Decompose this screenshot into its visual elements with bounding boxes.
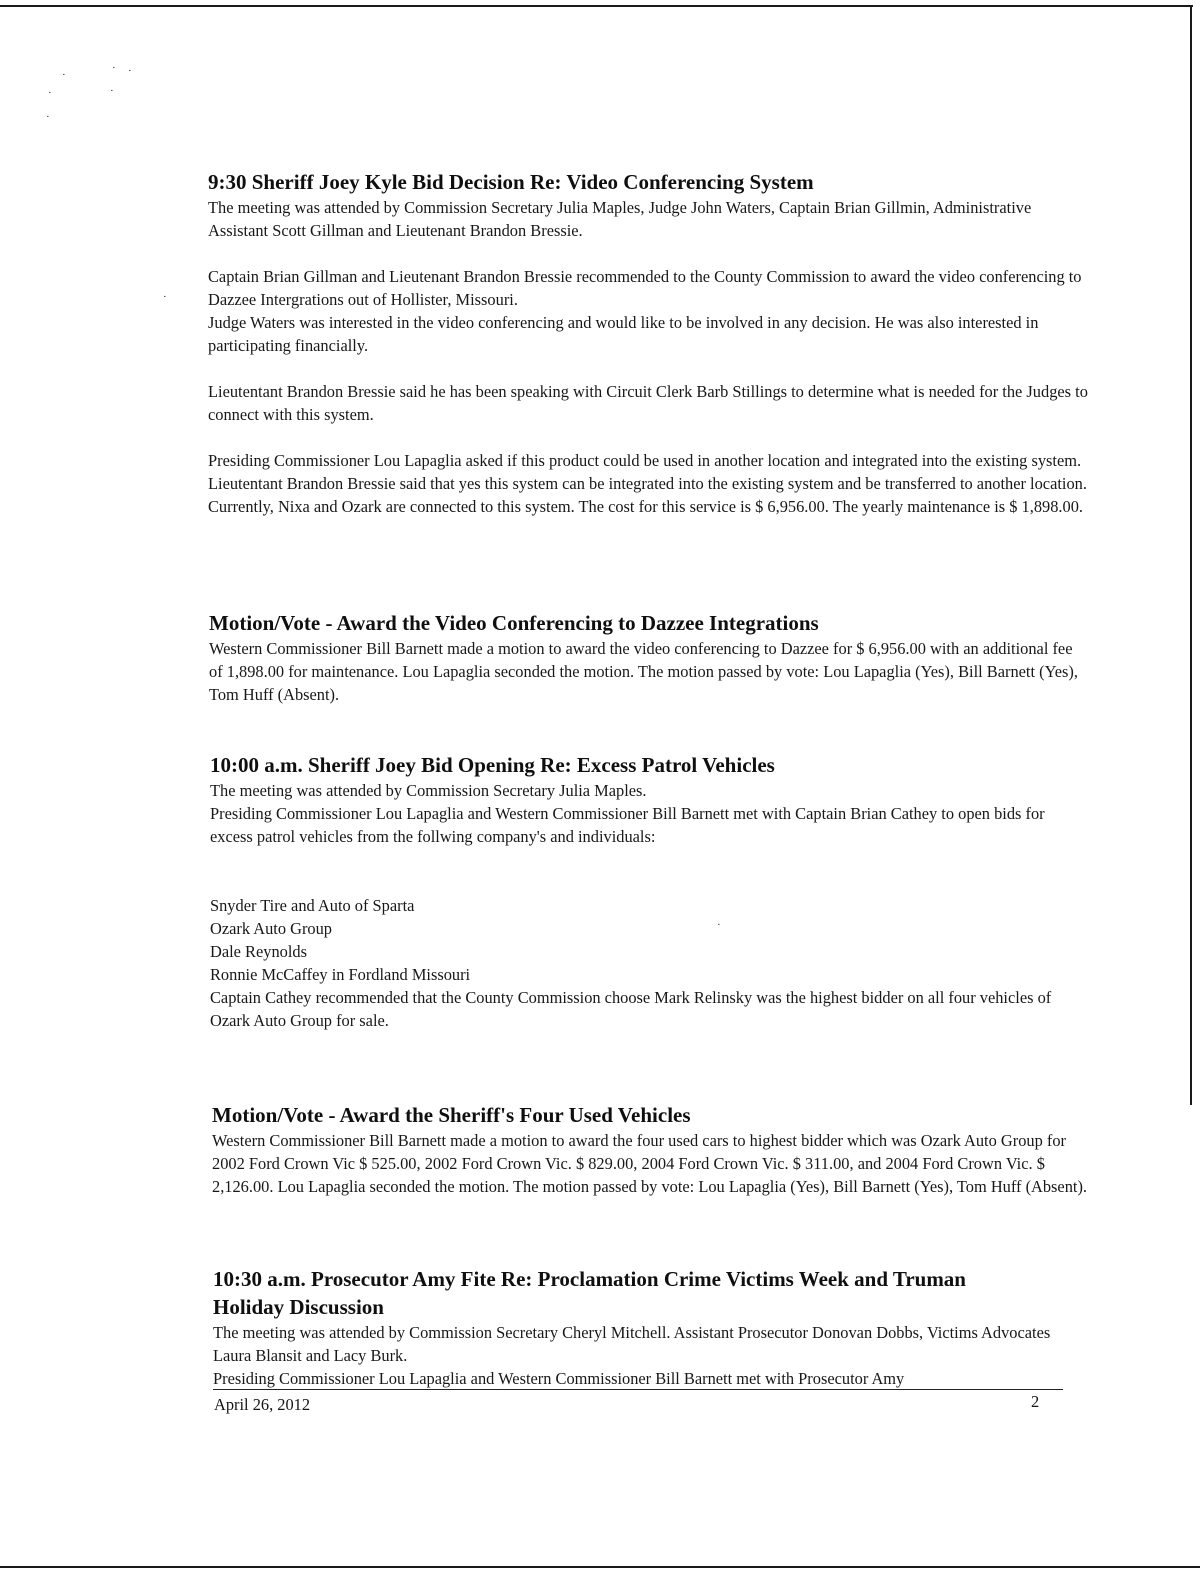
section-prosecutor-proclamation <box>213 1265 1063 1390</box>
scan-speck: · <box>717 919 721 931</box>
scan-speck: · <box>62 69 66 81</box>
scan-speck: · <box>163 291 167 303</box>
paragraph: Lieutentant Brandon Bressie said he has been speaking with Circuit Clerk Barb Stillings to determine what is needed for the Judges to connect with this system. <box>208 382 1088 424</box>
paragraph: Presiding Commissioner Lou Lapaglia asked if this product could be used in another location and integrated into the existing system. <box>208 451 1082 470</box>
footer-date: April 26, 2012 <box>214 1395 311 1414</box>
section-motion-used-vehicles <box>212 1101 1092 1198</box>
section-heading: 10:30 a.m. Prosecutor Amy Fite Re: Proclamation Crime Victims Week and Truman Holiday Discussion <box>213 1267 966 1319</box>
paragraph: Presiding Commissioner Lou Lapaglia and Western Commissioner Bill Barnett met with Prosecutor Amy <box>213 1369 905 1388</box>
attendance-paragraph: The meeting was attended by Commission Secretary Cheryl Mitchell. Assistant Prosecutor Donovan Dobbs, Victims Advocates Laura Blansit and Lacy Burk. <box>213 1323 1051 1365</box>
scan-speck: · <box>128 65 132 77</box>
section-motion-video-conferencing <box>209 609 1089 706</box>
scan-border-top <box>0 5 1193 7</box>
scan-speck: · <box>46 111 50 123</box>
scan-border-bottom <box>0 1566 1200 1568</box>
page-number: 2 <box>1031 1392 1040 1411</box>
scan-speck: · <box>112 62 116 74</box>
section-heading: Motion/Vote - Award the Video Conferencing to Dazzee Integrations <box>209 611 819 635</box>
section-bid-opening <box>210 751 1090 1032</box>
list-item: Ozark Auto Group <box>210 919 332 938</box>
recommendation-paragraph: Captain Cathey recommended that the County Commission choose Mark Relinsky was the highest bidder on all four vehicles of Ozark Auto Group for sale. <box>210 988 1052 1030</box>
paragraph: Judge Waters was interested in the video conferencing and would like to be involved in any decision. He was also interested in participating financially. <box>208 313 1039 355</box>
attendance-paragraph: The meeting was attended by Commission Secretary Julia Maples, Judge John Waters, Captain Brian Gillmin, Administrative Assistant Scott Gillman and Lieutenant Brandon Bressie. <box>208 198 1032 240</box>
list-item: Dale Reynolds <box>210 942 307 961</box>
scan-speck: · <box>48 87 52 99</box>
section-heading: 9:30 Sheriff Joey Kyle Bid Decision Re: Video Conferencing System <box>208 170 814 194</box>
attendance-paragraph: The meeting was attended by Commission Secretary Julia Maples. <box>210 781 647 800</box>
section-heading: 10:00 a.m. Sheriff Joey Bid Opening Re: Excess Patrol Vehicles <box>210 753 775 777</box>
motion-paragraph: Western Commissioner Bill Barnett made a motion to award the four used cars to highest bidder which was Ozark Auto Group for 2002 Ford Crown Vic $ 525.00, 2002 Ford Crown Vic. $ 829.00, 2004 Ford Crown Vic. $ 311.00, and 2004 Ford Crown Vic. $ 2,126.00. Lou Lapaglia seconded the motion. The motion passed by vote: Lou Lapaglia (Yes), Bill Barnett (Yes), Tom Huff (Absent). <box>212 1131 1088 1196</box>
footer-rule <box>213 1389 1063 1390</box>
motion-paragraph: Western Commissioner Bill Barnett made a motion to award the video conferencing to Dazzee for $ 6,956.00 with an additional fee of 1,898.00 for maintenance. Lou Lapaglia seconded the motion. The motion passed by vote: Lou Lapaglia (Yes), Bill Barnett (Yes), Tom Huff (Absent). <box>209 639 1078 704</box>
list-item: Ronnie McCaffey in Fordland Missouri <box>210 965 471 984</box>
scan-speck: · <box>110 85 114 97</box>
paragraph: Presiding Commissioner Lou Lapaglia and Western Commissioner Bill Barnett met with Captain Brian Cathey to open bids for excess patrol vehicles from the follwing company's and individuals: <box>210 804 1045 846</box>
scan-border-right <box>1190 5 1192 1105</box>
paragraph: Lieutentant Brandon Bressie said that yes this system can be integrated into the existing system and be transferred to another location. Currently, Nixa and Ozark are connected to this system. The cost for this service is $ 6,956.00. The yearly maintenance is $ 1,898.00. <box>208 474 1087 516</box>
bidder-list <box>210 894 1090 986</box>
section-heading: Motion/Vote - Award the Sheriff's Four Used Vehicles <box>212 1103 691 1127</box>
paragraph: Captain Brian Gillman and Lieutenant Brandon Bressie recommended to the County Commission to award the video conferencing to Dazzee Intergrations out of Hollister, Missouri. <box>208 267 1082 309</box>
section-video-conferencing <box>208 168 1088 518</box>
list-item: Snyder Tire and Auto of Sparta <box>210 896 415 915</box>
